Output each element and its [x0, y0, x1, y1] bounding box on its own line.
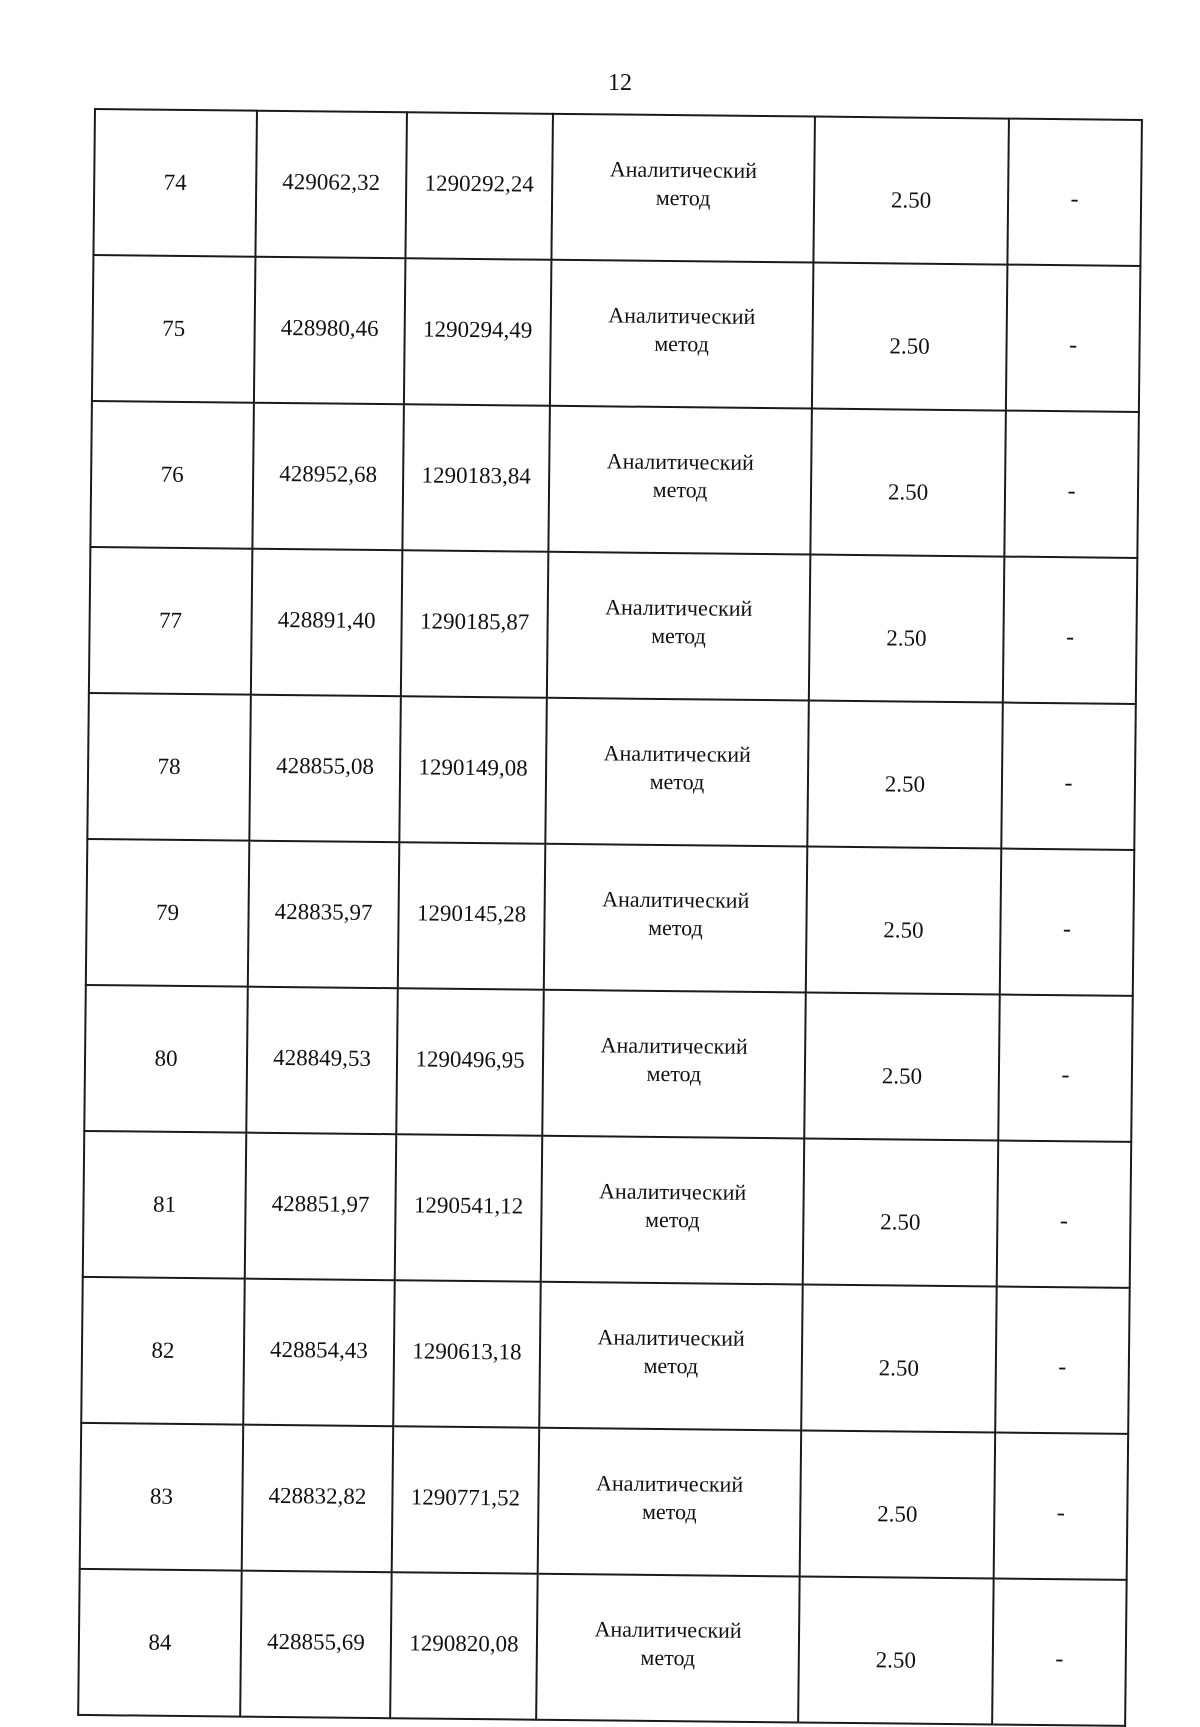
x-coordinate-cell-text: 428891,40	[277, 606, 376, 633]
accuracy-cell-text: 2.50	[877, 1501, 918, 1527]
y-coordinate-cell-text: 1290149,08	[418, 754, 528, 781]
y-coordinate-cell-text: 1290613,18	[412, 1338, 522, 1365]
x-coordinate-cell-text: 428855,08	[276, 752, 375, 779]
note-cell-text: -	[1065, 624, 1075, 651]
accuracy-cell	[812, 263, 1008, 411]
point-number-cell-text: 78	[157, 753, 181, 779]
coordinates-table-wrapper	[77, 108, 1129, 1727]
note-cell-text: -	[1061, 1062, 1070, 1089]
table-row	[90, 401, 1138, 558]
accuracy-cell	[810, 409, 1006, 557]
coordinates-table	[77, 108, 1143, 1727]
y-coordinate-cell	[404, 258, 552, 406]
table-row	[89, 547, 1137, 704]
method-cell	[548, 406, 812, 555]
method-cell	[538, 1428, 802, 1577]
method-cell-text: Аналитический метод	[605, 594, 753, 649]
point-number-cell	[87, 693, 251, 841]
accuracy-cell-text: 2.50	[886, 625, 927, 651]
y-coordinate-cell	[395, 1134, 543, 1282]
note-cell-text: -	[1070, 186, 1079, 213]
x-coordinate-cell	[243, 1279, 395, 1427]
method-cell-text: Аналитический метод	[598, 1178, 747, 1233]
point-number-cell	[90, 401, 254, 549]
note-cell-text: -	[1062, 916, 1072, 943]
x-coordinate-cell	[248, 841, 400, 989]
accuracy-cell	[801, 1284, 997, 1432]
note-cell	[1007, 119, 1142, 266]
method-cell-text: Аналитический метод	[603, 740, 751, 795]
note-cell-text: -	[1067, 478, 1076, 505]
method-cell-text: Аналитический метод	[600, 1032, 748, 1087]
x-coordinate-cell-text: 428854,43	[270, 1336, 369, 1363]
accuracy-cell-text: 2.50	[878, 1355, 920, 1381]
accuracy-cell	[804, 993, 1000, 1141]
table-row	[84, 985, 1132, 1142]
method-cell-text: Аналитический метод	[609, 156, 758, 211]
note-cell	[992, 1579, 1127, 1726]
page-number: 12	[608, 70, 632, 96]
y-coordinate-cell-text: 1290294,49	[422, 316, 533, 343]
method-cell-text: Аналитический метод	[608, 302, 756, 357]
x-coordinate-cell-text: 428849,53	[273, 1044, 372, 1071]
method-cell-text: Аналитический метод	[594, 1616, 742, 1671]
x-coordinate-cell-text: 429062,32	[282, 168, 381, 195]
point-number-cell-text: 82	[151, 1337, 175, 1363]
x-coordinate-cell	[255, 111, 407, 259]
y-coordinate-cell	[405, 112, 553, 260]
accuracy-cell-text: 2.50	[880, 1209, 921, 1235]
table-row	[92, 255, 1140, 412]
y-coordinate-cell	[392, 1426, 540, 1574]
y-coordinate-cell-text: 1290292,24	[424, 170, 534, 197]
accuracy-cell-text: 2.50	[887, 479, 929, 505]
point-number-cell-text: 77	[159, 607, 183, 633]
point-number-cell-text: 76	[160, 461, 184, 487]
accuracy-cell-text: 2.50	[875, 1647, 917, 1673]
method-cell	[539, 1282, 803, 1431]
point-number-cell-text: 79	[155, 899, 180, 925]
note-cell-text: -	[1068, 332, 1078, 359]
y-coordinate-cell	[396, 988, 544, 1136]
point-number-cell	[89, 547, 253, 695]
note-cell	[1000, 849, 1135, 996]
method-cell	[547, 552, 811, 701]
point-number-cell-text: 81	[152, 1191, 177, 1217]
note-cell	[1003, 557, 1138, 704]
method-cell	[551, 114, 815, 263]
method-cell-text: Аналитический метод	[602, 886, 750, 941]
y-coordinate-cell	[402, 404, 550, 552]
point-number-cell	[83, 1131, 247, 1279]
x-coordinate-cell	[245, 1133, 397, 1281]
accuracy-cell	[806, 847, 1002, 995]
accuracy-cell	[807, 701, 1003, 849]
point-number-cell-text: 84	[148, 1629, 172, 1655]
point-number-cell	[78, 1569, 242, 1717]
x-coordinate-cell	[251, 549, 403, 697]
point-number-cell	[93, 109, 257, 257]
method-cell-text: Аналитический метод	[597, 1324, 745, 1379]
note-cell	[994, 1433, 1129, 1580]
point-number-cell	[86, 839, 250, 987]
note-cell-text: -	[1056, 1500, 1065, 1527]
accuracy-cell-text: 2.50	[881, 1063, 923, 1089]
accuracy-cell	[798, 1576, 994, 1724]
x-coordinate-cell	[254, 257, 406, 405]
y-coordinate-cell-text: 1290820,08	[409, 1630, 519, 1657]
table-row	[93, 109, 1141, 266]
method-cell	[541, 1136, 805, 1285]
y-coordinate-cell	[399, 696, 547, 844]
note-cell-text: -	[1055, 1646, 1064, 1673]
x-coordinate-cell	[242, 1425, 394, 1573]
x-coordinate-cell-text: 428851,97	[271, 1190, 370, 1217]
point-number-cell	[80, 1423, 244, 1571]
x-coordinate-cell	[240, 1571, 392, 1719]
point-number-cell	[81, 1277, 245, 1425]
method-cell	[536, 1574, 800, 1723]
x-coordinate-cell-text: 428855,69	[266, 1628, 365, 1655]
note-cell-text: -	[1059, 1208, 1069, 1235]
y-coordinate-cell-text: 1290541,12	[413, 1192, 524, 1219]
point-number-cell	[84, 985, 248, 1133]
x-coordinate-cell-text: 428980,46	[280, 314, 379, 341]
point-number-cell-text: 83	[149, 1483, 174, 1509]
note-cell	[995, 1287, 1130, 1434]
y-coordinate-cell-text: 1290183,84	[421, 462, 531, 489]
x-coordinate-cell	[246, 987, 398, 1135]
table-row	[83, 1131, 1131, 1288]
x-coordinate-cell-text: 428832,82	[268, 1482, 367, 1509]
table-row	[87, 693, 1135, 850]
accuracy-cell-text: 2.50	[889, 333, 930, 359]
accuracy-cell	[800, 1430, 996, 1578]
point-number-cell-text: 80	[154, 1045, 178, 1071]
note-cell-text: -	[1058, 1354, 1067, 1381]
x-coordinate-cell	[249, 695, 401, 843]
note-cell	[998, 995, 1133, 1142]
y-coordinate-cell	[398, 842, 546, 990]
note-cell	[1006, 265, 1141, 412]
method-cell	[550, 260, 814, 409]
x-coordinate-cell-text: 428835,97	[274, 898, 373, 925]
x-coordinate-cell-text: 428952,68	[279, 460, 378, 487]
table-row	[78, 1569, 1126, 1726]
y-coordinate-cell-text: 1290496,95	[415, 1046, 525, 1073]
method-cell	[544, 844, 808, 993]
y-coordinate-cell	[401, 550, 549, 698]
accuracy-cell	[813, 117, 1009, 265]
accuracy-cell-text: 2.50	[884, 771, 926, 797]
accuracy-cell	[803, 1138, 999, 1286]
note-cell	[997, 1141, 1132, 1288]
method-cell-text: Аналитический метод	[595, 1470, 744, 1525]
note-cell-text: -	[1064, 770, 1073, 797]
accuracy-cell	[809, 555, 1005, 703]
y-coordinate-cell	[390, 1572, 538, 1720]
table-row	[86, 839, 1134, 996]
table-row	[80, 1423, 1128, 1580]
method-cell	[542, 990, 806, 1139]
note-cell	[1001, 703, 1136, 850]
accuracy-cell-text: 2.50	[890, 187, 932, 213]
y-coordinate-cell-text: 1290771,52	[410, 1484, 521, 1511]
accuracy-cell-text: 2.50	[883, 917, 924, 943]
method-cell-text: Аналитический метод	[606, 448, 755, 503]
y-coordinate-cell-text: 1290185,87	[419, 608, 530, 635]
x-coordinate-cell	[252, 403, 404, 551]
note-cell	[1004, 411, 1139, 558]
table-row	[81, 1277, 1129, 1434]
y-coordinate-cell	[393, 1280, 541, 1428]
point-number-cell	[92, 255, 256, 403]
table-body	[78, 109, 1142, 1726]
point-number-cell-text: 74	[163, 169, 187, 195]
method-cell	[545, 698, 809, 847]
y-coordinate-cell-text: 1290145,28	[416, 900, 527, 927]
point-number-cell-text: 75	[162, 315, 186, 341]
